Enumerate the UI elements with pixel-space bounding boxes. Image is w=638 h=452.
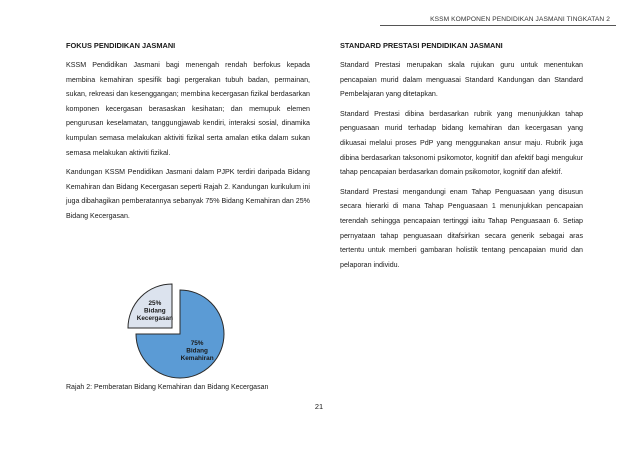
page-number: 21 (314, 402, 324, 411)
right-paragraph-3: Standard Prestasi mengandungi enam Tahap Penguasaan yang disusun secara hierarki di mana Tahap Penguasaan 1 menunjukkan pencapaian terendah sehingga pencapaian tertinggi iaitu Tahap Penguasaan 6. Setiap pernyataan tahap penguasaan ditafsirkan secara generik sebagai aras tertentu untuk memberi gambaran holistik tentang pencapaian murid dan pelaporan individu. (340, 187, 583, 269)
pie-label-1-line2: Kemahiran (180, 355, 214, 363)
right-column (340, 40, 583, 277)
pie-label-2-line1: Bidang (144, 307, 166, 315)
pie-label-1-pct: 75% (190, 340, 204, 348)
left-paragraph-2: Kandungan KSSM Pendidikan Jasmani dalam PJPK terdiri daripada Bidang Kemahiran dan Bidang Kecergasan seperti Rajah 2. Kandungan kurikulum ini juga dibahagikan pemberatannya sebanyak 75% Bidang Kemahiran dan 25% Bidang Kecergasan. (66, 168, 310, 220)
pie-chart (108, 280, 238, 380)
left-heading: FOKUS PENDIDIKAN JASMANI (66, 41, 176, 50)
right-paragraph-1: Standard Prestasi merupakan skala rujukan guru untuk menentukan pencapaian murid dalam menguasai Standard Kandungan dan Standard Pembelajaran yang ditetapkan. (340, 61, 583, 99)
left-column (66, 40, 310, 229)
pie-label-1-line1: Bidang (186, 347, 208, 355)
right-heading: STANDARD PRESTASI PENDIDIKAN JASMANI (340, 41, 503, 50)
figure-caption: Rajah 2: Pemberatan Bidang Kemahiran dan Bidang Kecergasan (66, 384, 269, 391)
right-paragraph-2: Standard Prestasi dibina berdasarkan rubrik yang menunjukkan tahap penguasaan murid terhadap bidang kemahiran dan kecergasan yang dikuasai melalui proses PdP yang menggunakan ansur maju. Rubrik juga dibina berdasarkan taksonomi psikomotor, kognitif dan afektif bagi mengukur tahap pencapaian berdasarkan domain psikomotor, kognitif dan afektif. (340, 109, 583, 177)
pie-label-2-pct: 25% (148, 299, 162, 307)
left-paragraph-1: KSSM Pendidikan Jasmani bagi menengah rendah berfokus kepada membina kemahiran spesifik bagi pergerakan tubuh badan, permainan, sukan, rekreasi dan kesenggangan; membina kecergasan fizikal berdasarkan komponen kecergasan berasaskan kesihatan; dan memupuk elemen pengurusan keselamatan, tanggungjawab kendiri, interaksi sosial, dinamika kumpulan semasa melakukan aktiviti fizikal serta amalan etika dalam sukan semasa melakukan aktiviti fizikal. (66, 61, 310, 157)
header-rule (380, 25, 616, 26)
pie-label-2-line2: Kecergasan (136, 314, 174, 322)
running-header: KSSM KOMPONEN PENDIDIKAN JASMANI TINGKATAN 2 (430, 16, 610, 23)
